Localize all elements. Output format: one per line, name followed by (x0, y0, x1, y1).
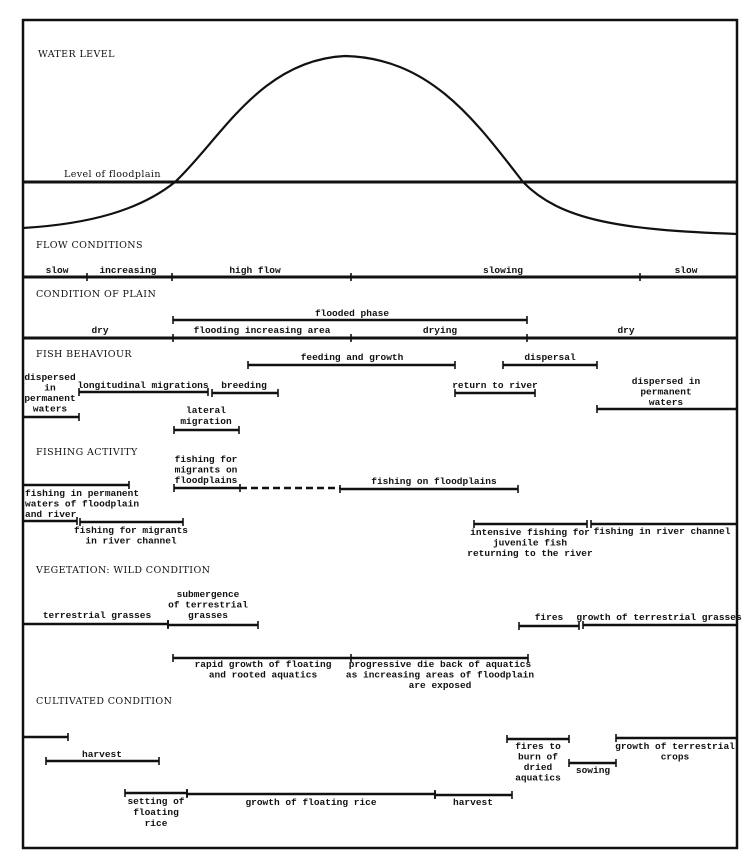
section-title-flow-conditions: FLOW CONDITIONS (36, 240, 143, 251)
phase-label: slow (674, 265, 698, 276)
period-label: growth of terrestrial grasses (576, 612, 742, 623)
phase-label: increasing (99, 265, 157, 276)
period-label: fishing for migrants on floodplains (174, 454, 238, 486)
section-condition-of-plain (23, 289, 737, 342)
period-label: setting of floating rice (127, 796, 185, 829)
period-label: fires to burn of dried aquatics (515, 741, 561, 784)
period-label: feeding and growth (300, 352, 404, 363)
period-label: fishing in river channel (593, 526, 731, 537)
section-fishing-activity (23, 447, 737, 559)
section-title-fish-behaviour: FISH BEHAVIOUR (36, 349, 132, 360)
phase-label: drying (422, 325, 458, 336)
period-label: submergence of terrestrial grasses (168, 589, 248, 621)
section-cultivated (23, 696, 737, 829)
period-label: growth of terrestrial crops (615, 741, 735, 763)
section-flow-conditions (23, 240, 737, 281)
period-label: fishing on floodplains (371, 476, 497, 487)
period-label: dispersal (524, 352, 576, 363)
section-fish-behaviour (23, 349, 737, 434)
period-label: growth of floating rice (245, 797, 377, 808)
period-label: return to river (452, 380, 538, 391)
section-title-water-level: WATER LEVEL (38, 49, 115, 60)
period-label: progressive die back of aquatics as increasing areas of floodplain are exposed (345, 659, 535, 691)
period-label: fishing for migrants in river channel (73, 525, 189, 547)
period-label: sowing (575, 765, 611, 776)
period-label: fires (534, 612, 564, 623)
period-label: terrestrial grasses (42, 610, 152, 621)
timeline-sections (23, 240, 742, 829)
period-label: rapid growth of floating and rooted aquatics (194, 659, 332, 681)
period-label: intensive fishing for juvenile fish returning to the river (467, 527, 593, 559)
period-label: flooded phase (314, 308, 390, 319)
section-title-condition-of-plain: CONDITION OF PLAIN (36, 289, 157, 300)
section-title-fishing-activity: FISHING ACTIVITY (36, 447, 138, 458)
phase-label: dry (617, 325, 635, 336)
section-title-cultivated: CULTIVATED CONDITION (36, 696, 173, 707)
period-label: fishing in permanent waters of floodplain and river (25, 488, 140, 520)
section-title-vegetation-wild: VEGETATION: WILD CONDITION (36, 565, 211, 576)
period-label: lateral migration (180, 405, 232, 427)
floodplain-level-label: Level of floodplain (64, 169, 161, 180)
period-label: breeding (221, 380, 267, 391)
phase-label: dry (91, 325, 109, 336)
period-label: harvest (82, 749, 122, 760)
phase-label: slow (45, 265, 69, 276)
period-label: dispersed in permanent waters (631, 376, 701, 408)
section-vegetation-wild (23, 565, 742, 691)
phase-label: slowing (483, 265, 523, 276)
section-water-level (23, 49, 737, 234)
water-level-curve (23, 56, 737, 234)
period-label: longitudinal migrations (77, 380, 209, 391)
phase-label: flooding increasing area (193, 325, 331, 336)
phase-label: high flow (229, 265, 281, 276)
period-label: harvest (453, 797, 493, 808)
diagram-frame (23, 20, 737, 848)
period-label: dispersed in permanent waters (24, 372, 76, 415)
